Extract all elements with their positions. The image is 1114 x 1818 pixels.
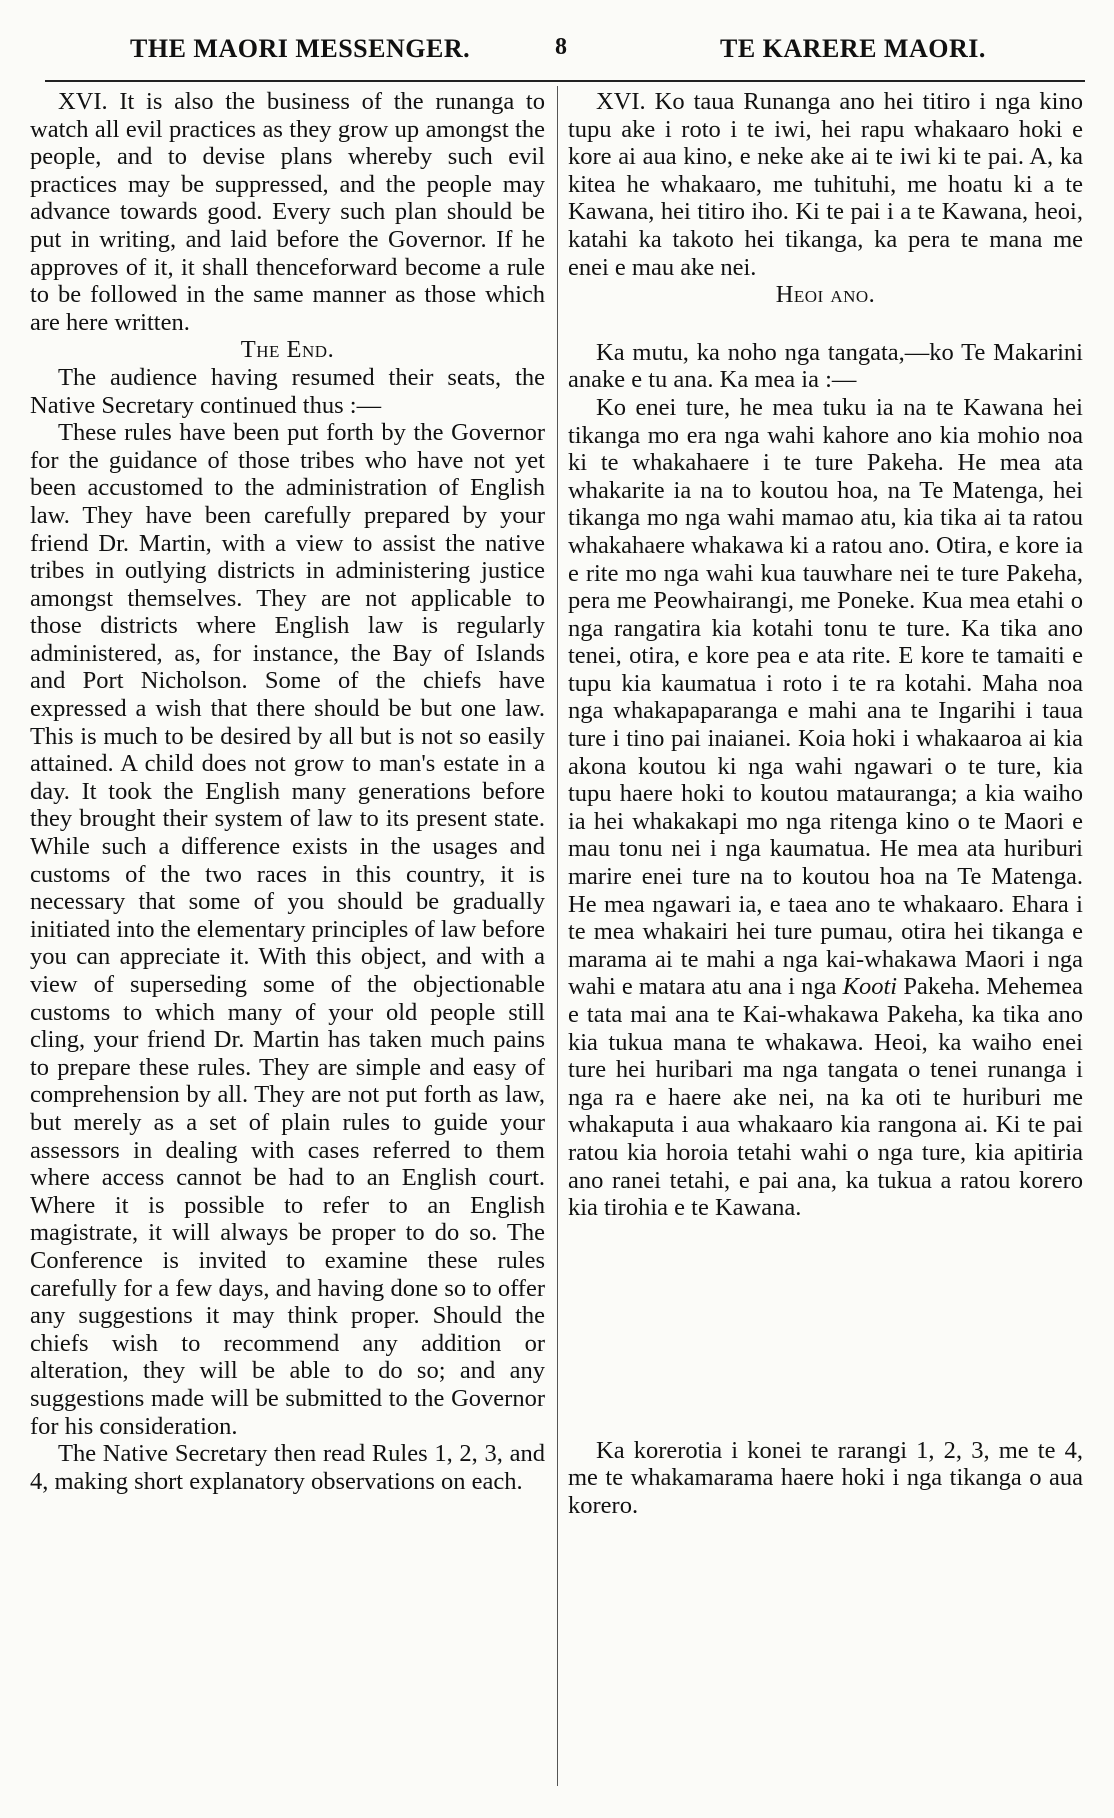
maori-ka-mutu-paragraph: Ka mutu, ka noho nga tangata,—ko Te Makarini anake e tu ana. Ka mea ia :— [568,338,1083,394]
english-the-end: The End. [240,336,335,364]
english-speech-paragraph: These rules have been put forth by the Governor for the guidance of those tribes who have not yet been accustomed to the administration of English law. They have been carefully prepared by your friend Dr. Martin, with a view to assist the native tribes in outlying districts in administering justice amongst themselves. They are not applicable to those districts where English law is regularly administered, as, for instance, the Bay of Islands and Port Nicholson. Some of the chiefs have expressed a wish that there should be but one law. This is much to be desired by all but is not so easily attained. A child does not grow to man's estate in a day. It took the English many generations before they brought their system of law to its present state. While such a difference exists in the usages and customs of the two races in this country, it is necessary that some of you should be gradually initiated into the elementary principles of law before you can appreciate it. With this object, and with a view of superseding some of the objectionable customs to which many of your old people still cling, your friend Dr. Martin has taken much pains to prepare these rules. They are simple and easy of comprehension by all. They are not put forth as law, but merely as a set of plain rules to guide your assessors in dealing with cases referred to them where access cannot be had to an English court. Where it is possible to refer to an English magistrate, it will always be proper to do so. The Conference is invited to examine these rules carefully for a few days, and having done so to offer any suggestions it may think proper. Should the chiefs wish to recommend any addition or alteration, they will be able to do so; and any suggestions made will be submitted to the Governor for his consideration. [30,419,545,1440]
maori-column [568,88,1083,1520]
masthead-rule [45,80,1085,82]
maori-speech-before-kooti: Ko enei ture, he mea tuku ia na te Kawana hei tikanga mo era nga wahi kahore ano kia mohio noa ki te whakahaere i te ture Pakeha. He mea ata whakarite ia na to koutou hoa, na Te Matenga, hei tikanga mo nga wahi mamao atu, kia tika ai ta ratou whakahaere whakawa ki a ratou ano. Otira, e kore ia e rite mo nga wahi kua tauwhare nei te ture Pakeha, pera me Peowhairangi, me Poneke. Kua mea etahi o nga rangatira kia kotahi tonu te ture. Ka tika ano tenei, otira, e kore pea e ata rite. E kore te tamaiti e tupu kia kaumatua i roto i te ra kotahi. Maha noa nga whakapaparanga e mahi ana te Ingarihi i taua ture i tino pai inaianei. Koia hoki i whakaaroa ai kia akona koutou ki nga wahi ngawari o te ture, kia tupu haere hoki to koutou matauranga; a kia waiho ia hei whakakapi mo nga ritenga kino o te Maori e mau tonu nei i nga kaumatua. He mea ata huriburi marire enei ture na to koutou hoa na Te Matenga. He mea ngawari ia, e taea ano te whakaaro. Ehara i te mea whakairi hei ture pumau, otira hei tikanga e marama ai te mahi a nga kai-whakawa Maori i nga wahi e matara atu ana i nga [568,393,1083,1001]
english-read-rules-paragraph: The Native Secretary then read Rules 1, 2, 3, and 4, making short explanatory observations on each. [30,1440,545,1495]
maori-spacer-large [568,1222,1083,1437]
maori-speech-paragraph [568,394,1083,1222]
masthead-title-english: THE MAORI MESSENGER. [130,34,471,63]
page-number: 8 [555,34,568,60]
column-divider [557,86,558,1786]
english-column [30,88,545,1495]
maori-heoi-ano: Heoi ano. [775,281,876,309]
masthead [20,30,1094,70]
maori-rule-xvi: XVI. Ko taua Runanga ano hei titiro i nga kino tupu ake i roto i te iwi, hei rapu whakaaro hoki e kore ai aua kino, e neke ake ai te iwi ki te pai. A, ka kitea he whakaaro, me tuhituhi, me hoatu ki a te Kawana, hei titiro iho. Ki te pai i a te Kawana, heoi, katahi ka takoto hei tikanga, ka pera te mana me enei e mau ake nei. [568,88,1083,281]
maori-spacer [568,309,1083,339]
masthead-title-maori: TE KARERE MAORI. [720,34,986,63]
maori-read-rules-paragraph: Ka korerotia i konei te rarangi 1, 2, 3, me te 4, me te whakamarama haere hoki i nga tikanga o aua korero. [568,1436,1083,1519]
english-rule-xvi: XVI. It is also the business of the runanga to watch all evil practices as they grow up amongst the people, and to devise plans whereby such evil practices may be suppressed, and the people may advance towards good. Every such plan should be put in writing, and laid before the Governor. If he approves of it, it shall thenceforward become a rule to be followed in the same manner as those which are here written. [30,88,545,336]
maori-speech-after-kooti: Pakeha. Mehemea e tata mai ana te Kai-whakawa Pakeha, ka tika ano kia tukua mana te whakawa. Heoi, ka waiho enei ture hei huribari ma nga tangata o tenei runanga i nga ra e haere ake nei, na ka oti te huriburi me whakaputa i aua whakaaro kia rangona ai. Ki te pai ratou kia horoia tetahi wahi o nga ture, kia apitiria ano ranei tetahi, e pai ana, ka tukua a ratou korero kia tirohia e te Kawana. [568,973,1083,1222]
english-resumed-paragraph: The audience having resumed their seats, the Native Secretary continued thus :— [30,363,545,419]
maori-kooti-word: Kooti [842,973,898,1001]
